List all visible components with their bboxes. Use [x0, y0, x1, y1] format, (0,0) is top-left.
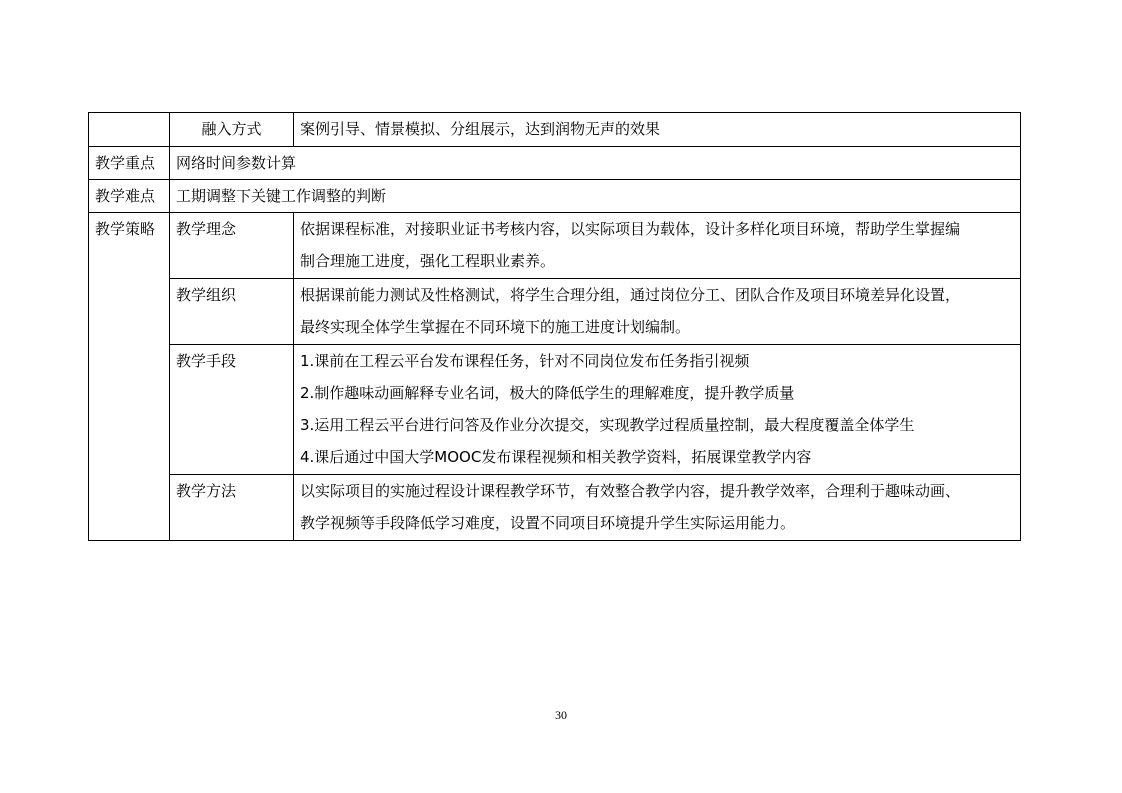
means-line: 2.制作趣味动画解释专业名词，极大的降低学生的理解难度，提升教学质量	[300, 384, 795, 402]
table-row-methods	[89, 475, 1021, 541]
integration-content: 案例引导、情景模拟、分组展示，达到润物无声的效果	[294, 113, 1021, 147]
table-row-focus	[89, 147, 1021, 180]
table-row-means	[89, 345, 1021, 475]
focus-content: 网络时间参数计算	[170, 147, 1021, 180]
difficulty-label: 教学难点	[89, 180, 170, 213]
organization-line: 最终实现全体学生掌握在不同环境下的施工进度计划编制。	[300, 318, 691, 336]
organization-content	[294, 279, 1021, 345]
difficulty-content: 工期调整下关键工作调整的判断	[170, 180, 1021, 213]
concept-content	[294, 213, 1021, 279]
lesson-plan-table	[88, 112, 1021, 541]
concept-line: 依据课程标准，对接职业证书考核内容，以实际项目为载体，设计多样化项目环境，帮助学生掌握编	[300, 220, 961, 238]
table-row-difficulty	[89, 180, 1021, 213]
integration-label: 融入方式	[170, 113, 294, 147]
strategy-label: 教学策略	[89, 213, 170, 541]
organization-label: 教学组织	[170, 279, 294, 345]
means-line: 1.课前在工程云平台发布课程任务，针对不同岗位发布任务指引视频	[300, 352, 750, 370]
means-line: 3.运用工程云平台进行问答及作业分次提交，实现教学过程质量控制，最大程度覆盖全体学生	[300, 416, 915, 434]
means-content	[294, 345, 1021, 475]
focus-label: 教学重点	[89, 147, 170, 180]
methods-content	[294, 475, 1021, 541]
methods-label: 教学方法	[170, 475, 294, 541]
concept-line: 制合理施工进度，强化工程职业素养。	[300, 252, 556, 270]
table-row-concept	[89, 213, 1021, 279]
table-row-organization	[89, 279, 1021, 345]
methods-line: 教学视频等手段降低学习难度，设置不同项目环境提升学生实际运用能力。	[300, 514, 796, 532]
means-label: 教学手段	[170, 345, 294, 475]
methods-line: 以实际项目的实施过程设计课程教学环节，有效整合教学内容，提升教学效率，合理利于趣味动画、	[300, 482, 961, 500]
organization-line: 根据课前能力测试及性格测试，将学生合理分组，通过岗位分工、团队合作及项目环境差异化设置，	[300, 286, 961, 304]
concept-label: 教学理念	[170, 213, 294, 279]
page-number: 30	[555, 708, 567, 722]
empty-cell	[89, 113, 170, 147]
table-row-integration	[89, 113, 1021, 147]
means-line: 4.课后通过中国大学MOOC发布课程视频和相关教学资料，拓展课堂教学内容	[300, 448, 812, 466]
